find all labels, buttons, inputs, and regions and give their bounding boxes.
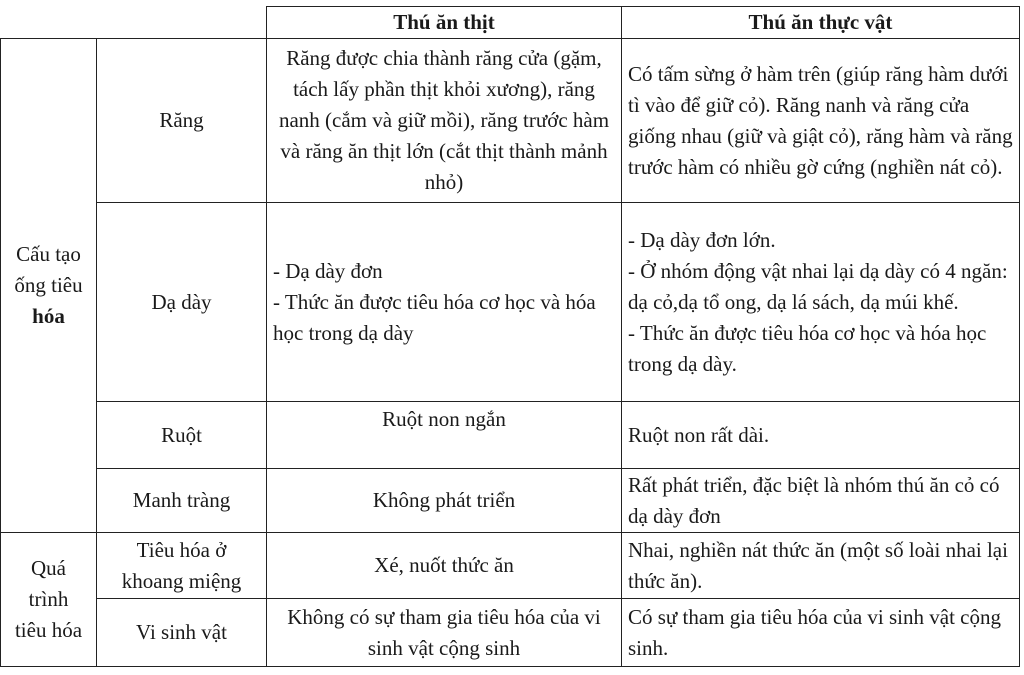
row-cecum	[1, 469, 1020, 533]
row-teeth	[1, 39, 1020, 203]
label-mouth-line2: khoang miệng	[121, 568, 242, 593]
header-carnivore: Thú ăn thịt	[267, 7, 622, 39]
herbivore-microbes: Có sự tham gia tiêu hóa của vi sinh vật cộng sinh.	[622, 599, 1020, 667]
carnivore-stomach	[267, 203, 622, 402]
group-process	[1, 533, 97, 667]
carnivore-intestine: Ruột non ngắn	[267, 402, 622, 469]
label-cecum: Manh tràng	[97, 469, 267, 533]
herbivore-intestine: Ruột non rất dài.	[622, 402, 1020, 469]
group-structure-line3: hóa	[32, 304, 65, 328]
header-herbivore: Thú ăn thực vật	[622, 7, 1020, 39]
label-intestine: Ruột	[97, 402, 267, 469]
carnivore-cecum: Không phát triển	[267, 469, 622, 533]
herbivore-mouth: Nhai, nghiền nát thức ăn (một số loài nhai lại thức ăn).	[622, 533, 1020, 599]
row-intestine	[1, 402, 1020, 469]
row-microbes	[1, 599, 1020, 667]
group-structure-line1: Cấu tạo	[16, 242, 81, 266]
header-corner	[1, 7, 267, 39]
carnivore-stomach-line2: - Thức ăn được tiêu hóa cơ học và hóa học trong dạ dày	[273, 289, 596, 345]
group-process-line2: trình	[28, 587, 69, 611]
group-process-line3: tiêu hóa	[14, 618, 83, 642]
header-row	[1, 7, 1020, 39]
herbivore-stomach-line1: - Dạ dày đơn lớn.	[628, 227, 776, 252]
herbivore-stomach	[622, 203, 1020, 402]
label-mouth	[97, 533, 267, 599]
label-microbes: Vi sinh vật	[97, 599, 267, 667]
row-mouth	[1, 533, 1020, 599]
group-process-line1: Quá	[31, 556, 66, 580]
carnivore-teeth: Răng được chia thành răng cửa (gặm, tách lấy phần thịt khỏi xương), răng nanh (cắm và giữ mồi), răng trước hàm và răng ăn thịt lớn (cắt thịt thành mảnh nhỏ)	[267, 39, 622, 203]
carnivore-stomach-line1: - Dạ dày đơn	[273, 258, 383, 283]
carnivore-mouth: Xé, nuốt thức ăn	[267, 533, 622, 599]
carnivore-microbes: Không có sự tham gia tiêu hóa của vi sinh vật cộng sinh	[267, 599, 622, 667]
group-structure	[1, 39, 97, 533]
label-mouth-line1: Tiêu hóa ở	[136, 537, 227, 562]
group-structure-line2: ống tiêu	[14, 273, 83, 297]
row-stomach	[1, 203, 1020, 402]
comparison-table	[0, 6, 1020, 667]
label-stomach: Dạ dày	[97, 203, 267, 402]
herbivore-stomach-line2: - Ở nhóm động vật nhai lại dạ dày có 4 ngăn: dạ cỏ,dạ tổ ong, dạ lá sách, dạ múi khế.	[628, 258, 1008, 314]
herbivore-cecum: Rất phát triển, đặc biệt là nhóm thú ăn cỏ có dạ dày đơn	[622, 469, 1020, 533]
herbivore-teeth: Có tấm sừng ở hàm trên (giúp răng hàm dưới tì vào để giữ cỏ). Răng nanh và răng cửa giống nhau (giữ và giật cỏ), răng hàm và răng trước hàm có nhiều gờ cứng (nghiền nát cỏ).	[622, 39, 1020, 203]
herbivore-stomach-line3: - Thức ăn được tiêu hóa cơ học và hóa học trong dạ dày.	[628, 320, 987, 376]
label-teeth: Răng	[97, 39, 267, 203]
